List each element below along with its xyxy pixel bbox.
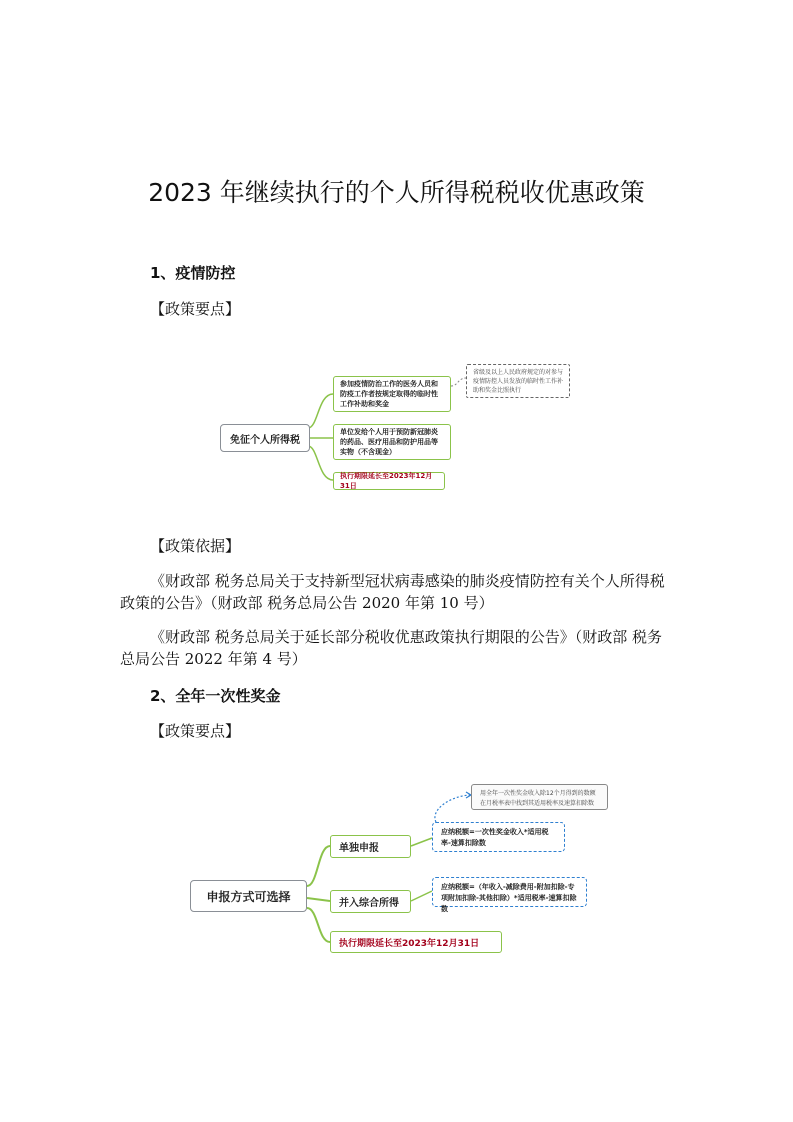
mindmap-branch-supplies: 单位发给个人用于预防新冠肺炎的药品、医疗用品和防护用品等实物（不含现金） (333, 424, 451, 460)
mindmap-branch-separate: 单独申报 (330, 835, 411, 858)
mindmap-formula-separate: 应纳税额=一次性奖金收入*适用税率-速算扣除数 (432, 822, 565, 852)
mindmap-formula-combined: 应纳税额=（年收入-减除费用-附加扣除-专项附加扣除-其他扣除）*适用税率-速算扣除数 (432, 877, 587, 907)
mindmap-note: 用全年一次性奖金收入除12个月得到的数额在月税率表中找到其适用税率及速算扣除数 (471, 784, 608, 810)
mindmap-branch-combined: 并入综合所得 (330, 890, 411, 913)
mindmap-branch-deadline: 执行期限延长至2023年12月31日 (333, 472, 445, 490)
mindmap-root-node: 免征个人所得税 (220, 424, 310, 452)
mindmap-branch-medical-staff: 参加疫情防治工作的医务人员和防疫工作者按规定取得的临时性工作补助和奖金 (333, 376, 451, 412)
policy-basis-item: 《财政部 税务总局关于支持新型冠状病毒感染的肺炎疫情防控有关个人所得税政策的公告》（财政部 税务总局公告 2020 年第 10 号） (120, 572, 665, 612)
mindmap-branch-deadline: 执行期限延长至2023年12月31日 (330, 931, 502, 953)
section-heading-epidemic: 1、疫情防控 (150, 264, 236, 282)
mindmap-root-node: 申报方式可选择 (190, 880, 307, 912)
policy-points-label: 【政策要点】 (150, 300, 241, 318)
policy-basis-item: 《财政部 税务总局关于延长部分税收优惠政策执行期限的公告》（财政部 税务总局公告 2022 年第 4 号） (120, 628, 663, 668)
policy-basis-label: 【政策依据】 (150, 537, 241, 555)
section-heading-bonus: 2、全年一次性奖金 (150, 687, 281, 705)
mindmap-note: 省级及以上人民政府规定的对参与疫情防控人员发放的临时性工作补助和奖金比照执行 (466, 364, 570, 398)
policy-points-label: 【政策要点】 (150, 722, 241, 740)
document-title: 2023 年继续执行的个人所得税税收优惠政策 (148, 178, 645, 207)
